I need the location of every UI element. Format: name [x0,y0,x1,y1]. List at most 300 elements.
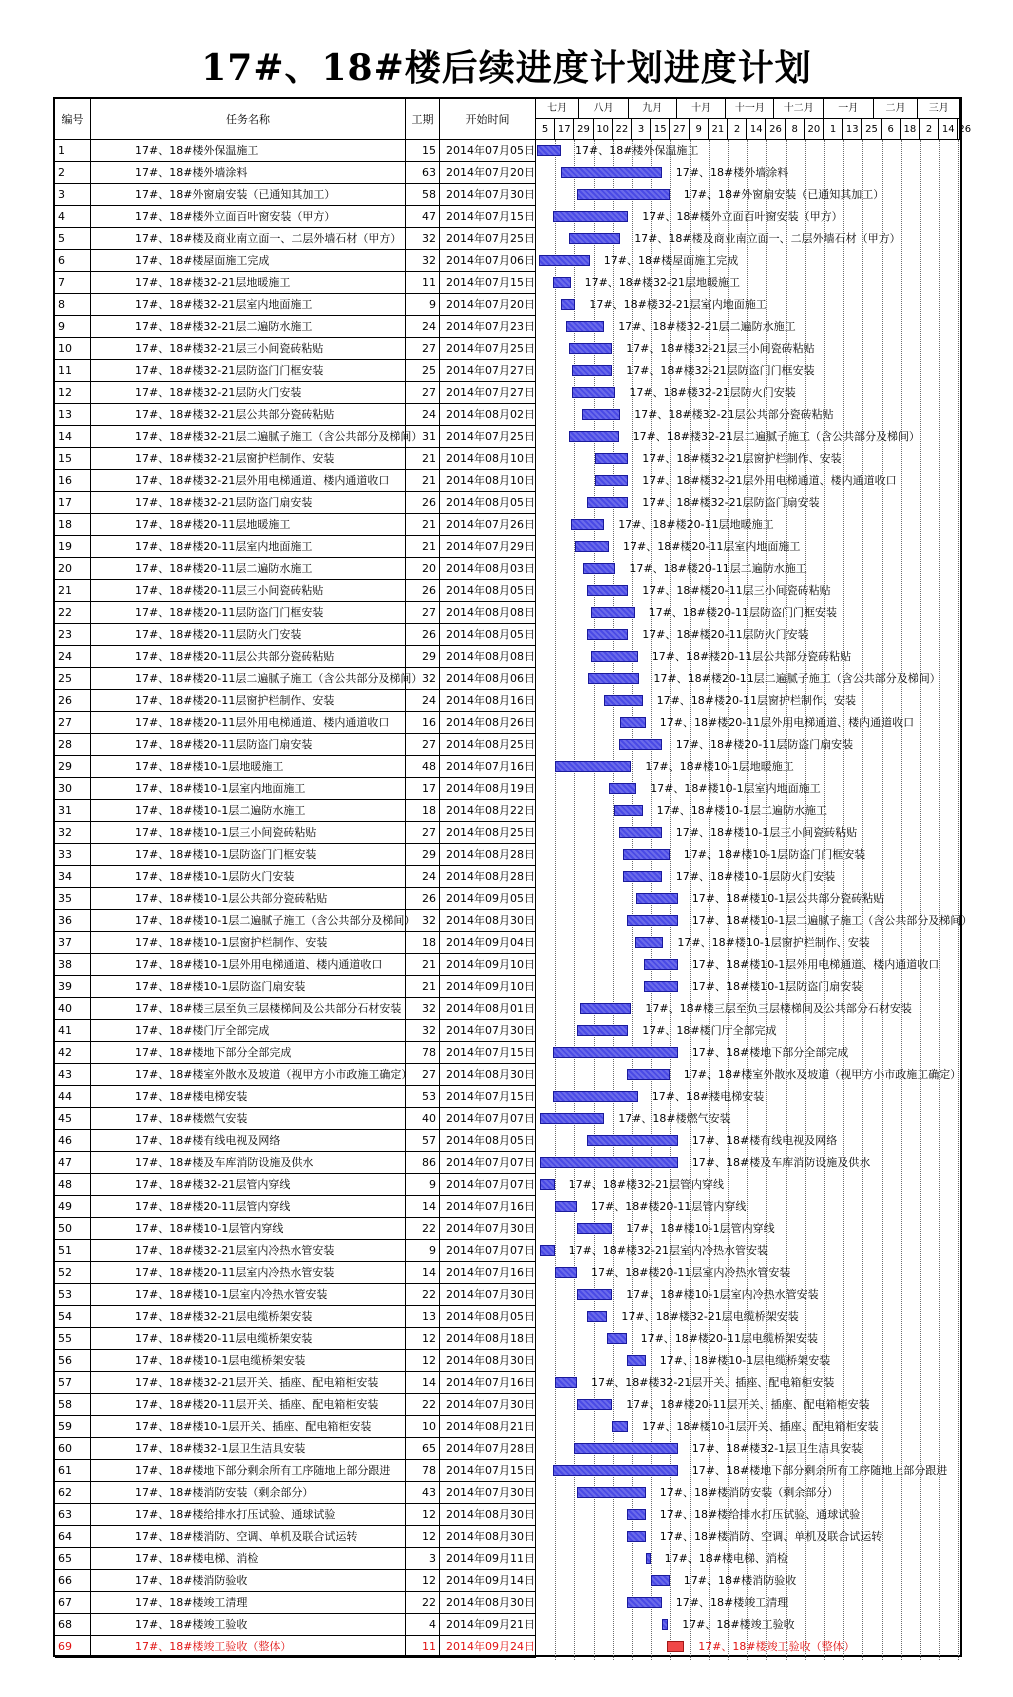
task-name: 17#、18#楼20-11层防盗门门框安装 [91,602,406,624]
task-id: 14 [55,426,91,448]
task-duration: 27 [406,822,440,844]
task-duration: 21 [406,976,440,998]
task-name: 17#、18#楼32-21层电缆桥架安装 [91,1306,406,1328]
gantt-bar [555,761,632,772]
task-name: 17#、18#楼32-21层三小间瓷砖粘贴 [91,338,406,360]
task-start: 2014年08月30日 [440,1064,536,1086]
gantt-bar-label: 17#、18#楼32-21层二遍腻子施工（含公共部分及梯间） [632,430,920,443]
task-start: 2014年07月15日 [440,1460,536,1482]
task-start: 2014年07月06日 [440,250,536,272]
table-row [55,800,960,822]
task-start: 2014年09月10日 [440,976,536,998]
table-row [55,1614,960,1636]
gantt-bar-label: 17#、18#楼20-11层开关、插座、配电箱柜安装 [626,1398,870,1411]
table-row [55,1592,960,1614]
task-name: 17#、18#楼10-1层公共部分瓷砖粘贴 [91,888,406,910]
task-id: 58 [55,1394,91,1416]
task-duration: 65 [406,1438,440,1460]
gantt-bar-label: 17#、18#楼10-1层三小间瓷砖粘贴 [675,826,858,839]
gantt-lane [536,932,960,954]
task-duration: 27 [406,734,440,756]
timeline-month-2: 八月 [579,99,629,119]
task-name: 17#、18#楼32-21层防火门安装 [91,382,406,404]
task-name: 17#、18#楼32-21层窗护栏制作、安装 [91,448,406,470]
task-duration: 4 [406,1614,440,1636]
task-start: 2014年08月05日 [440,1306,536,1328]
task-start: 2014年08月19日 [440,778,536,800]
gantt-bar-label: 17#、18#楼地下部分剩余所有工序随地上部分跟进 [691,1464,948,1477]
task-name: 17#、18#楼20-11层窗护栏制作、安装 [91,690,406,712]
task-id: 25 [55,668,91,690]
task-name: 17#、18#楼20-11层地暖施工 [91,514,406,536]
task-start: 2014年07月27日 [440,360,536,382]
gantt-lane [536,470,960,492]
gantt-lane [536,1526,960,1548]
task-duration: 26 [406,492,440,514]
task-name: 17#、18#楼10-1层电缆桥架安装 [91,1350,406,1372]
table-row [55,1504,960,1526]
task-name: 17#、18#楼及商业南立面一、二层外墙石材（甲方） [91,228,406,250]
task-id: 26 [55,690,91,712]
gantt-bar-label: 17#、18#楼燃气安装 [618,1112,731,1125]
task-duration: 22 [406,1284,440,1306]
gantt-bar [623,849,669,860]
task-id: 9 [55,316,91,338]
table-row [55,1548,960,1570]
task-start: 2014年08月22日 [440,800,536,822]
timeline-day-tick: 29 [574,119,593,140]
task-name: 17#、18#楼20-11层公共部分瓷砖粘贴 [91,646,406,668]
timeline-day-tick: 20 [805,119,824,140]
gantt-bar [627,1355,646,1366]
task-duration: 32 [406,1020,440,1042]
task-start: 2014年08月30日 [440,910,536,932]
table-row [55,932,960,954]
gantt-lane [536,1570,960,1592]
table-row [55,844,960,866]
task-duration: 24 [406,316,440,338]
table-row [55,448,960,470]
gantt-bar [577,1025,628,1036]
task-name: 17#、18#楼消防、空调、单机及联合试运转 [91,1526,406,1548]
task-duration: 21 [406,448,440,470]
task-name: 17#、18#楼10-1层三小间瓷砖粘贴 [91,822,406,844]
table-row [55,404,960,426]
task-id: 11 [55,360,91,382]
table-row [55,1064,960,1086]
gantt-bar [582,409,620,420]
gantt-bar-label: 17#、18#楼屋面施工完成 [603,254,739,267]
task-name: 17#、18#楼10-1层二遍腻子施工（含公共部分及梯间） [91,910,406,932]
gantt-bar-label: 17#、18#楼10-1层二遍防水施工 [656,804,827,817]
timeline-day-tick: 8 [786,119,805,140]
task-id: 48 [55,1174,91,1196]
table-row [55,624,960,646]
task-id: 45 [55,1108,91,1130]
task-start: 2014年08月03日 [440,558,536,580]
task-name: 17#、18#楼地下部分剩余所有工序随地上部分跟进 [91,1460,406,1482]
task-duration: 86 [406,1152,440,1174]
task-id: 64 [55,1526,91,1548]
timeline-day-tick: 14 [939,119,958,140]
table-row [55,1416,960,1438]
task-start: 2014年09月11日 [440,1548,536,1570]
gantt-lane [536,1438,960,1460]
table-row [55,184,960,206]
task-id: 55 [55,1328,91,1350]
task-id: 36 [55,910,91,932]
gantt-lane [536,1020,960,1042]
timeline-day-tick: 25 [862,119,881,140]
gantt-lane [536,536,960,558]
task-start: 2014年07月27日 [440,382,536,404]
gantt-lane [536,558,960,580]
task-name: 17#、18#楼32-21层室内地面施工 [91,294,406,316]
task-name: 17#、18#楼及车库消防设施及供水 [91,1152,406,1174]
gantt-bar [555,1201,577,1212]
timeline-month-3: 九月 [629,99,677,119]
gantt-lane [536,888,960,910]
gantt-bar [636,893,678,904]
gantt-bar-label: 17#、18#楼20-11层防盗门门框安装 [648,606,837,619]
task-id: 61 [55,1460,91,1482]
task-id: 2 [55,162,91,184]
task-start: 2014年08月25日 [440,822,536,844]
task-start: 2014年07月15日 [440,272,536,294]
gantt-bar [553,1465,678,1476]
task-name: 17#、18#楼32-21层防盗门门框安装 [91,360,406,382]
task-duration: 9 [406,1240,440,1262]
gantt-lane [536,360,960,382]
gantt-bar [575,541,609,552]
table-row [55,690,960,712]
table-row [55,1394,960,1416]
task-name: 17#、18#楼外立面百叶窗安装（甲方） [91,206,406,228]
gantt-lane [536,206,960,228]
table-row [55,1130,960,1152]
gantt-lane [536,800,960,822]
table-row [55,580,960,602]
gantt-bar [577,1289,612,1300]
gantt-bar-label: 17#、18#楼电梯、消检 [664,1552,789,1565]
gantt-bar-label: 17#、18#楼20-11层外用电梯通道、楼内通道收口 [659,716,915,729]
gantt-bar-label: 17#、18#楼及车库消防设施及供水 [691,1156,871,1169]
gantt-bar [627,915,678,926]
task-duration: 21 [406,954,440,976]
task-start: 2014年07月20日 [440,162,536,184]
table-row [55,756,960,778]
table-row [55,1086,960,1108]
task-start: 2014年08月01日 [440,998,536,1020]
task-name: 17#、18#楼10-1层防盗门门框安装 [91,844,406,866]
task-name: 17#、18#楼10-1层室内地面施工 [91,778,406,800]
gantt-bar-label: 17#、18#楼10-1层防盗门门框安装 [683,848,866,861]
task-name: 17#、18#楼32-21层室内冷热水管安装 [91,1240,406,1262]
task-id: 43 [55,1064,91,1086]
task-start: 2014年09月21日 [440,1614,536,1636]
gantt-bar-label: 17#、18#楼地下部分全部完成 [691,1046,849,1059]
task-duration: 32 [406,250,440,272]
gantt-bar-label: 17#、18#楼32-21层开关、插座、配电箱柜安装 [591,1376,835,1389]
task-name: 17#、18#楼10-1层窗护栏制作、安装 [91,932,406,954]
header-id: 编号 [55,99,91,140]
task-id: 67 [55,1592,91,1614]
task-start: 2014年07月26日 [440,514,536,536]
gantt-lane [536,1548,960,1570]
task-id: 15 [55,448,91,470]
gantt-lane [536,1130,960,1152]
table-row [55,1196,960,1218]
task-id: 46 [55,1130,91,1152]
task-start: 2014年08月28日 [440,866,536,888]
table-row [55,360,960,382]
gantt-lane [536,844,960,866]
task-name: 17#、18#楼门厅全部完成 [91,1020,406,1042]
task-name: 17#、18#楼给排水打压试验、通球试验 [91,1504,406,1526]
gantt-lane [536,1350,960,1372]
task-duration: 27 [406,338,440,360]
task-start: 2014年08月10日 [440,448,536,470]
task-id: 62 [55,1482,91,1504]
gantt-bar [614,805,643,816]
task-name: 17#、18#楼32-21层开关、插座、配电箱柜安装 [91,1372,406,1394]
task-duration: 48 [406,756,440,778]
gantt-bar-label: 17#、18#楼10-1层开关、插座、配电箱柜安装 [642,1420,879,1433]
gantt-bar [609,783,636,794]
task-name: 17#、18#楼竣工验收（整体） [91,1636,406,1658]
table-row [55,558,960,580]
table-row [55,1636,960,1658]
task-id: 33 [55,844,91,866]
task-duration: 21 [406,536,440,558]
table-row [55,1306,960,1328]
task-id: 39 [55,976,91,998]
timeline-day-tick: 5 [536,119,555,140]
task-start: 2014年09月04日 [440,932,536,954]
task-name: 17#、18#楼20-11层室内地面施工 [91,536,406,558]
task-name: 17#、18#楼20-11层二遍腻子施工（含公共部分及梯间） [91,668,406,690]
table-row [55,514,960,536]
gantt-bar [620,717,646,728]
gantt-bar [588,673,639,684]
task-start: 2014年08月28日 [440,844,536,866]
table-row [55,998,960,1020]
table-row [55,1526,960,1548]
gantt-bar [651,1575,670,1586]
table-row [55,778,960,800]
gantt-bar-label: 17#、18#楼32-21层二遍防水施工 [618,320,796,333]
task-start: 2014年07月07日 [440,1152,536,1174]
gantt-lane [536,1174,960,1196]
task-duration: 22 [406,1218,440,1240]
gantt-lane [536,448,960,470]
timeline-day-tick: 1 [824,119,843,140]
gantt-bar [539,255,590,266]
gantt-lane [536,184,960,206]
task-duration: 14 [406,1262,440,1284]
table-row [55,1328,960,1350]
task-id: 35 [55,888,91,910]
task-duration: 31 [406,426,440,448]
task-name: 17#、18#楼32-21层地暖施工 [91,272,406,294]
task-name: 17#、18#楼20-11层外用电梯通道、楼内通道收口 [91,712,406,734]
gantt-bar [574,1443,678,1454]
table-row [55,228,960,250]
task-start: 2014年07月05日 [440,140,536,162]
task-start: 2014年07月30日 [440,1020,536,1042]
task-duration: 24 [406,690,440,712]
task-start: 2014年07月30日 [440,1482,536,1504]
task-start: 2014年07月16日 [440,1372,536,1394]
gantt-lane [536,668,960,690]
timeline-month-7: 一月 [824,99,874,119]
gantt-bar [577,1399,612,1410]
timeline-day-tick: 21 [709,119,728,140]
gantt-bar [540,1113,604,1124]
task-start: 2014年08月30日 [440,1350,536,1372]
task-id: 57 [55,1372,91,1394]
gantt-bar [555,1377,577,1388]
task-start: 2014年09月10日 [440,954,536,976]
gantt-bar [604,695,642,706]
task-start: 2014年07月25日 [440,228,536,250]
gantt-bar [537,145,561,156]
table-row [55,1482,960,1504]
gantt-lane [536,1262,960,1284]
gantt-bar-label: 17#、18#楼32-21层室内冷热水管安装 [568,1244,768,1257]
gantt-lane [536,712,960,734]
task-start: 2014年08月26日 [440,712,536,734]
gantt-lane [536,1064,960,1086]
gantt-lane [536,404,960,426]
task-id: 28 [55,734,91,756]
timeline-month-5: 十一月 [726,99,774,119]
gantt-bar [644,959,678,970]
timeline-day-tick: 15 [651,119,670,140]
task-id: 22 [55,602,91,624]
timeline-day-tick: 18 [901,119,920,140]
task-id: 37 [55,932,91,954]
task-id: 4 [55,206,91,228]
task-duration: 78 [406,1460,440,1482]
table-row [55,294,960,316]
task-start: 2014年08月05日 [440,492,536,514]
gantt-lane [536,756,960,778]
timeline-day-tick: 27 [670,119,689,140]
task-name: 17#、18#楼有线电视及网络 [91,1130,406,1152]
gantt-bar-label: 17#、18#外窗扇安装（已通知其加工） [683,188,885,201]
table-row [55,1284,960,1306]
task-id: 49 [55,1196,91,1218]
gantt-lane [536,602,960,624]
task-name: 17#、18#楼32-21层管内穿线 [91,1174,406,1196]
task-name: 17#、18#楼竣工验收 [91,1614,406,1636]
gantt-bar-label: 17#、18#楼竣工清理 [675,1596,789,1609]
gantt-lane [536,998,960,1020]
gantt-bar [662,1619,668,1630]
gantt-bar-label: 17#、18#楼20-11层防火门安装 [642,628,809,641]
task-start: 2014年07月28日 [440,1438,536,1460]
gantt-bar [627,1597,662,1608]
task-start: 2014年07月29日 [440,536,536,558]
task-duration: 17 [406,778,440,800]
gantt-bar-label: 17#、18#楼32-21层防火门安装 [629,386,796,399]
table-row [55,1174,960,1196]
gantt-bar-label: 17#、18#楼32-21层防盗门门框安装 [626,364,815,377]
gantt-lane [536,778,960,800]
gantt-bar-label: 17#、18#楼外立面百叶窗安装（甲方） [642,210,843,223]
task-start: 2014年07月30日 [440,1284,536,1306]
gantt-bar-label: 17#、18#楼10-1层窗护栏制作、安装 [677,936,870,949]
gantt-bar [591,651,637,662]
task-name: 17#、18#楼地下部分全部完成 [91,1042,406,1064]
task-id: 12 [55,382,91,404]
gantt-bar [553,211,628,222]
task-name: 17#、18#楼室外散水及坡道（视甲方小市政施工确定） [91,1064,406,1086]
task-name: 17#、18#楼屋面施工完成 [91,250,406,272]
table-row [55,338,960,360]
task-name: 17#、18#楼10-1层防盗门扇安装 [91,976,406,998]
task-duration: 14 [406,1196,440,1218]
task-id: 44 [55,1086,91,1108]
gantt-bar-label: 17#、18#楼32-21层地暖施工 [584,276,740,289]
gantt-bar [583,563,615,574]
gantt-bar-label: 17#、18#楼10-1层外用电梯通道、楼内通道收口 [691,958,940,971]
gantt-bar-label: 17#、18#楼20-11层防盗门扇安装 [675,738,854,751]
table-row [55,602,960,624]
task-id: 63 [55,1504,91,1526]
gantt-bar [569,343,612,354]
task-id: 60 [55,1438,91,1460]
gantt-bar-label: 17#、18#楼10-1层室内冷热水管安装 [626,1288,819,1301]
table-row [55,646,960,668]
table-row [55,1240,960,1262]
task-id: 18 [55,514,91,536]
table-row [55,1438,960,1460]
gantt-bar-label: 17#、18#楼20-11层三小间瓷砖粘贴 [642,584,831,597]
timeline-day-tick: 9 [690,119,709,140]
gantt-bar-label: 17#、18#楼10-1层二遍腻子施工（含公共部分及梯间） [691,914,973,927]
gantt-bar [587,629,629,640]
timeline-day-tick: 17 [555,119,574,140]
task-duration: 12 [406,1350,440,1372]
gantt-bar-label: 17#、18#楼20-11层地暖施工 [618,518,774,531]
task-name: 17#、18#楼32-1层卫生洁具安装 [91,1438,406,1460]
task-name: 17#、18#楼32-21层外用电梯通道、楼内通道收口 [91,470,406,492]
gantt-lane [536,514,960,536]
gantt-bar [612,1421,628,1432]
gantt-bar-label: 17#、18#楼消防验收 [683,1574,797,1587]
task-duration: 21 [406,514,440,536]
gantt-bar [555,1267,577,1278]
task-name: 17#、18#楼外墙涂料 [91,162,406,184]
gantt-lane [536,228,960,250]
task-start: 2014年08月08日 [440,646,536,668]
task-duration: 9 [406,294,440,316]
task-id: 32 [55,822,91,844]
gantt-bar-label: 17#、18#楼门厅全部完成 [642,1024,777,1037]
task-name: 17#、18#楼三层至负三层楼梯间及公共部分石材安装 [91,998,406,1020]
task-id: 7 [55,272,91,294]
timeline-day-tick: 13 [843,119,862,140]
table-row [55,250,960,272]
gantt-bar-label: 17#、18#楼10-1层防盗门扇安装 [691,980,863,993]
task-start: 2014年07月15日 [440,1042,536,1064]
gantt-lane [536,1482,960,1504]
gantt-bar [627,1069,670,1080]
table-row [55,140,960,162]
task-id: 21 [55,580,91,602]
